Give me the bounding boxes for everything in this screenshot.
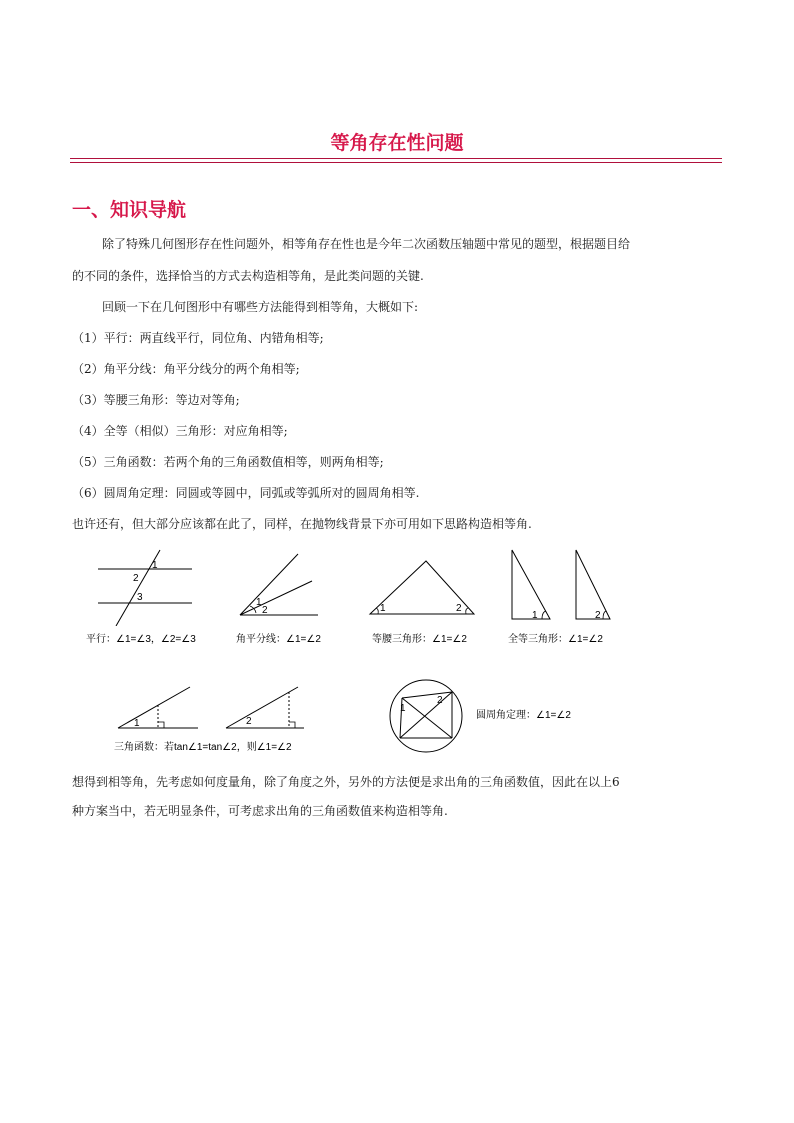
trig-function-figure — [114, 683, 314, 733]
bisector-label-1: 1 — [256, 597, 262, 608]
method-item-6: （6）圆周角定理：同圆或等圆中，同弧或等弧所对的圆周角相等. — [72, 486, 420, 500]
trig-label-1: 1 — [134, 718, 140, 729]
method-item-2: （2）角平分线：角平分线分的两个角相等; — [72, 362, 300, 376]
method-item-5: （5）三角函数：若两个角的三角函数值相等，则两角相等; — [72, 455, 384, 469]
review-text: 回顾一下在几何图形中有哪些方法能得到相等角，大概如下: — [102, 300, 419, 314]
isosceles-label-2: 2 — [456, 603, 462, 614]
title-rule-bottom — [70, 162, 722, 163]
congruent-caption: 全等三角形：∠1=∠2 — [508, 634, 603, 645]
parallel-label-2: 2 — [133, 573, 139, 584]
method-item-1: （1）平行：两直线平行，同位角、内错角相等; — [72, 331, 324, 345]
congruent-triangles-figure — [504, 546, 616, 622]
conclusion-line-1: 想得到相等角，先考虑如何度量角，除了角度之外，另外的方法便是求出角的三角函数值，因此在以上6 — [72, 775, 620, 789]
circle-label-1: 1 — [400, 703, 406, 714]
bisector-label-2: 2 — [262, 605, 268, 616]
isosceles-caption: 等腰三角形：∠1=∠2 — [372, 634, 467, 645]
isosceles-label-1: 1 — [380, 603, 386, 614]
bisector-caption: 角平分线：∠1=∠2 — [236, 634, 321, 645]
method-item-4: （4）全等（相似）三角形：对应角相等; — [72, 424, 288, 438]
intro-line-2: 的不同的条件，选择恰当的方式去构造相等角，是此类问题的关键. — [72, 269, 424, 283]
circle-caption: 圆周角定理：∠1=∠2 — [476, 710, 571, 721]
title-rule-top — [70, 158, 722, 159]
page-title: 等角存在性问题 — [330, 132, 464, 154]
trig-label-2: 2 — [246, 716, 252, 727]
parallel-lines-figure — [92, 546, 202, 626]
trig-caption: 三角函数：若tan∠1=tan∠2，则∠1=∠2 — [114, 742, 292, 753]
parallel-caption: 平行：∠1=∠3，∠2=∠3 — [86, 634, 196, 645]
conclusion-line-2: 种方案当中，若无明显条件，可考虑求出角的三角函数值来构造相等角. — [72, 804, 448, 818]
angle-bisector-figure — [234, 550, 324, 620]
parallel-label-1: 1 — [152, 560, 158, 571]
circle-label-2: 2 — [437, 695, 443, 706]
congruent-label-1: 1 — [532, 610, 538, 621]
extra-text: 也许还有，但大部分应该都在此了，同样，在抛物线背景下亦可用如下思路构造相等角. — [72, 517, 532, 531]
congruent-label-2: 2 — [595, 610, 601, 621]
section-heading: 一、知识导航 — [72, 199, 187, 221]
parallel-label-3: 3 — [137, 592, 143, 603]
inscribed-angle-figure — [386, 676, 466, 756]
method-item-3: （3）等腰三角形：等边对等角; — [72, 393, 240, 407]
intro-line-1: 除了特殊几何图形存在性问题外，相等角存在性也是今年二次函数压轴题中常见的题型，根据题目给 — [102, 237, 631, 251]
isosceles-triangle-figure — [366, 556, 480, 618]
